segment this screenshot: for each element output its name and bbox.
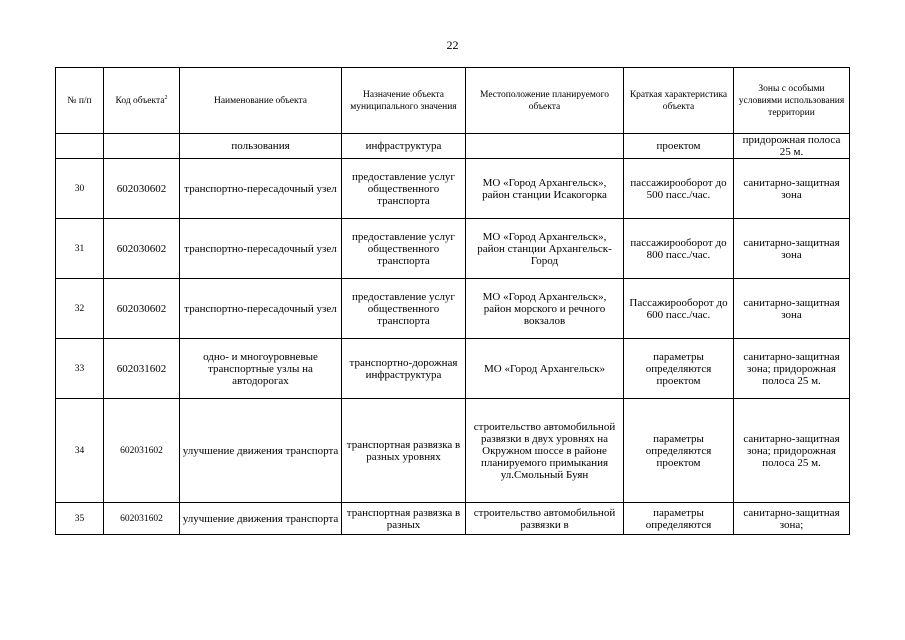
cell-zones: санитарно-защитная зона; придорожная полоса 25 м. [734,399,850,503]
cell-purpose: транспортная развязка в разных уровнях [342,399,466,503]
header-name: Наименование объекта [180,68,342,134]
cell-location: МО «Город Архангельск» [466,339,624,399]
cell-code: 602031602 [104,399,180,503]
cell-location: МО «Город Архангельск», район станции Архангельск-Город [466,219,624,279]
cell-characteristic: проектом [624,134,734,159]
cell-characteristic: Пассажирооборот до 600 пасс./час. [624,279,734,339]
cell-zones: санитарно-защитная зона; придорожная полоса 25 м. [734,339,850,399]
cell-characteristic: пассажирооборот до 500 пасс./час. [624,159,734,219]
cell-characteristic: параметры определяются проектом [624,399,734,503]
header-characteristic: Краткая характеристика объекта [624,68,734,134]
cell-characteristic: пассажирооборот до 800 пасс./час. [624,219,734,279]
cell-code [104,134,180,159]
cell-name: транспортно-пересадочный узел [180,279,342,339]
table-row [56,219,850,279]
header-zones: Зоны с особыми условиями использования территории [734,68,850,134]
cell-purpose: предоставление услуг общественного транспорта [342,219,466,279]
cell-zones: придорожная полоса 25 м. [734,134,850,159]
cell-num: 32 [56,279,104,339]
footnote-marker: 2 [164,94,168,101]
cell-num: 30 [56,159,104,219]
cell-purpose: транспортная развязка в разных [342,503,466,535]
cell-zones: санитарно-защитная зона [734,219,850,279]
cell-location: МО «Город Архангельск», район станции Исакогорка [466,159,624,219]
objects-table [55,67,850,535]
cell-location: строительство автомобильной развязки в двух уровнях на Окружном шоссе в районе планируемого примыкания ул.Смольный Буян [466,399,624,503]
cell-num: 34 [56,399,104,503]
cell-code: 602030602 [104,159,180,219]
table-row [56,159,850,219]
cell-code: 602030602 [104,219,180,279]
page-number: 22 [446,38,459,52]
header-location: Местоположение планируемого объекта [466,68,624,134]
table-row [56,134,850,159]
table-header-row [56,68,850,134]
cell-location: строительство автомобильной развязки в [466,503,624,535]
table-row [56,279,850,339]
cell-name: улучшение движения транспорта [180,399,342,503]
cell-name: пользования [180,134,342,159]
cell-code: 602031602 [104,339,180,399]
cell-zones: санитарно-защитная зона [734,279,850,339]
header-code: Код объекта$^2$ [104,68,180,134]
cell-name: транспортно-пересадочный узел [180,219,342,279]
header-num: № п/п [56,68,104,134]
cell-location [466,134,624,159]
cell-code: 602030602 [104,279,180,339]
cell-purpose: предоставление услуг общественного транспорта [342,279,466,339]
cell-purpose: транспортно-дорожная инфраструктура [342,339,466,399]
cell-zones: санитарно-защитная зона [734,159,850,219]
cell-name: улучшение движения транспорта [180,503,342,535]
cell-purpose: предоставление услуг общественного транспорта [342,159,466,219]
table-row [56,339,850,399]
cell-num [56,134,104,159]
cell-name: одно- и многоуровневые транспортные узлы на автодорогах [180,339,342,399]
table-row [56,399,850,503]
table-row [56,503,850,535]
cell-code: 602031602 [104,503,180,535]
header-purpose: Назначение объекта муниципального значения [342,68,466,134]
cell-characteristic: параметры определяются [624,503,734,535]
cell-zones: санитарно-защитная зона; [734,503,850,535]
cell-num: 31 [56,219,104,279]
cell-location: МО «Город Архангельск», район морского и речного вокзалов [466,279,624,339]
cell-name: транспортно-пересадочный узел [180,159,342,219]
cell-num: 33 [56,339,104,399]
cell-purpose: инфраструктура [342,134,466,159]
cell-characteristic: параметры определяются проектом [624,339,734,399]
cell-num: 35 [56,503,104,535]
